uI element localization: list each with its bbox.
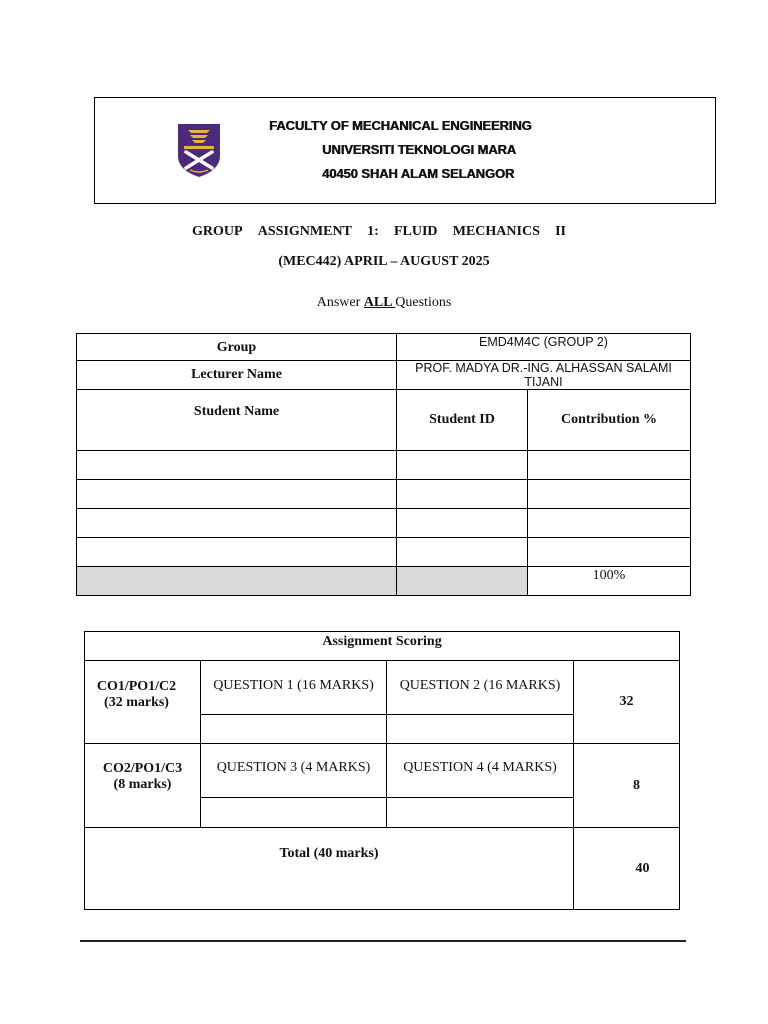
total-row [77,567,691,596]
score-cell[interactable] [201,715,387,744]
group-value: EMD4M4C (GROUP 2) [397,334,691,361]
title-word: MECHANICS [452,224,540,239]
co-total: 8 [574,744,680,828]
group-row [77,334,691,361]
table-row [77,451,691,480]
contribution-cell[interactable] [528,509,691,538]
lecturer-value: PROF. MADYA DR.-ING. ALHASSAN SALAMI TIJANI [397,361,691,390]
university-name: UNIVERSITI TEKNOLOGI MARA [322,142,516,157]
student-name-cell[interactable] [77,451,397,480]
question-label: QUESTION 2 (16 MARKS) [387,661,574,715]
scoring-row [85,744,680,798]
lecturer-label: Lecturer Name [77,361,397,390]
faculty-name: FACULTY OF MECHANICAL ENGINEERING [269,118,532,133]
shaded-cell [397,567,528,596]
course-session: (MEC442) APRIL – AUGUST 2025 [278,254,490,269]
student-id-cell[interactable] [397,480,528,509]
student-name-cell[interactable] [77,480,397,509]
scoring-row [85,661,680,715]
assignment-scoring-table [84,631,680,910]
header-row [77,390,691,451]
total-marks-label: Total (40 marks) [85,828,574,910]
title-word: II [555,224,566,239]
bottom-divider [80,940,686,942]
instruction-emphasis: ALL [363,295,396,310]
question-label: QUESTION 4 (4 MARKS) [387,744,574,798]
total-marks-row [85,828,680,910]
contribution-cell[interactable] [528,538,691,567]
student-name-cell[interactable] [77,538,397,567]
student-name-cell[interactable] [77,509,397,538]
student-id-cell[interactable] [397,538,528,567]
instruction-text: Answer ALL Questions [316,295,452,310]
university-crest-icon [176,122,222,178]
co-label: CO2/PO1/C3 (8 marks) [85,744,201,828]
table-row [77,480,691,509]
lecturer-row [77,361,691,390]
student-id-cell[interactable] [397,509,528,538]
total-contribution: 100% [528,567,691,596]
title-word: GROUP [192,224,243,239]
student-id-header: Student ID [397,390,528,451]
co-total: 32 [574,661,680,744]
group-label: Group [77,334,397,361]
university-address: 40450 SHAH ALAM SELANGOR [322,166,515,181]
scoring-title-row [85,632,680,661]
student-id-cell[interactable] [397,451,528,480]
title-word: FLUID [393,224,438,239]
group-info-table [76,333,691,596]
student-name-header: Student Name [77,390,397,451]
question-label: QUESTION 3 (4 MARKS) [201,744,387,798]
contribution-cell[interactable] [528,480,691,509]
contribution-cell[interactable] [528,451,691,480]
title-word: 1: [367,224,379,239]
shaded-cell [77,567,397,596]
assignment-title [192,224,566,240]
co-label: CO1/PO1/C2 (32 marks) [85,661,201,744]
scoring-title: Assignment Scoring [85,632,680,661]
table-row [77,509,691,538]
total-marks-value: 40 [574,828,680,910]
score-cell[interactable] [201,798,387,828]
question-label: QUESTION 1 (16 MARKS) [201,661,387,715]
table-row [77,538,691,567]
title-word: ASSIGNMENT [257,224,352,239]
score-cell[interactable] [387,798,574,828]
score-cell[interactable] [387,715,574,744]
contribution-header: Contribution % [528,390,691,451]
